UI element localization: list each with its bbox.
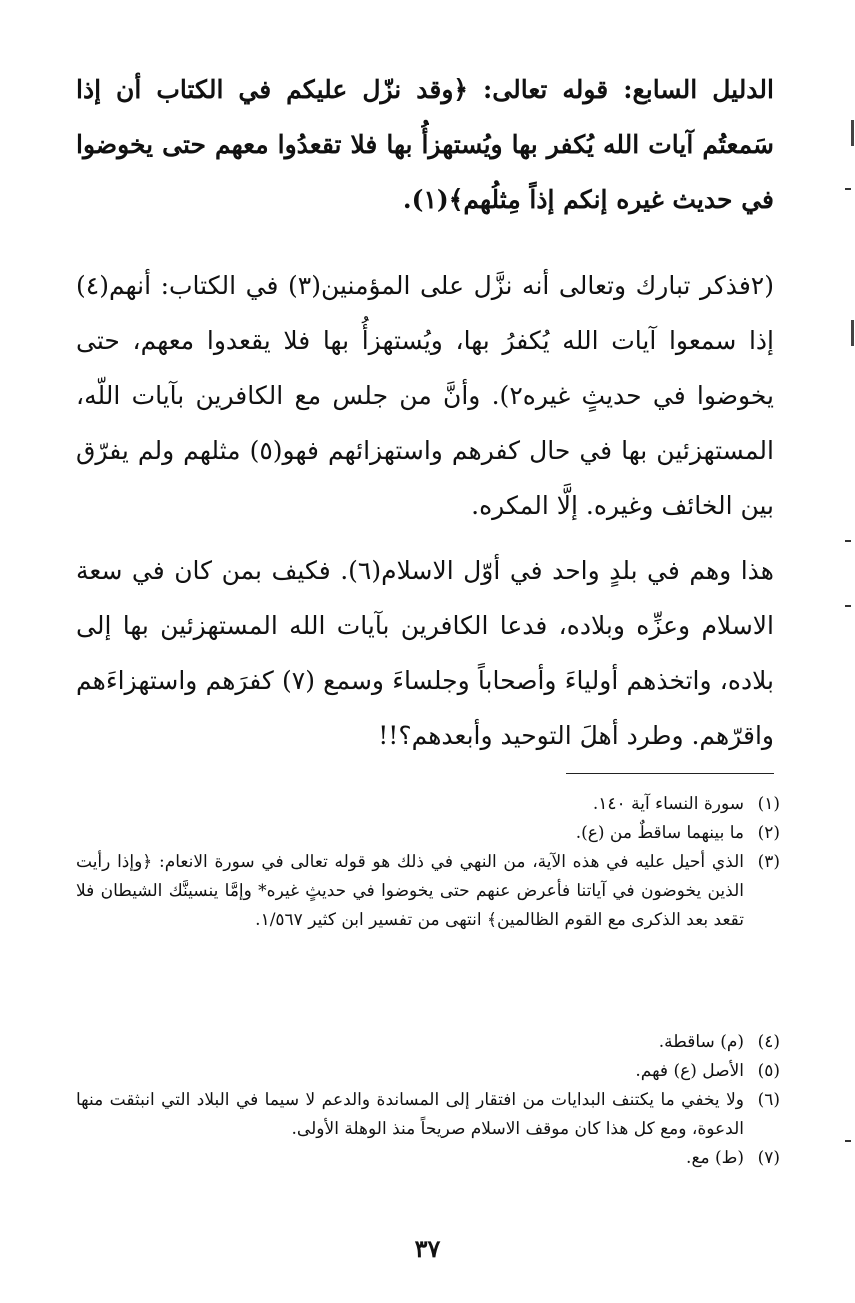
footnotes-list [76, 790, 780, 935]
footnote-text: الأصل (ع) فهم. [635, 1061, 744, 1081]
footnote-text: الذي أحيل عليه في هذه الآية، من النهي في ذلك هو قوله تعالى في سورة الانعام: ﴿وإذا رأيت الذين يخوضون في آياتنا فأعرض عنهم حتى يخوضوا في حديثٍ غيره* وإمَّا ينسينَّك الشيطان فلا تقعد بعد الذكرى مع القوم الظالمين﴾ انتهى من تفسير ابن كثير ١/٥٦٧. [76, 852, 744, 930]
footnote-number: (٣) [757, 852, 780, 872]
paragraph-explanation: (٢فذكر تبارك وتعالى أنه نزَّل على المؤمنين(٣) في الكتاب: أنهم(٤) إذا سمعوا آيات الله يُكفرُ بها، ويُستهزأُ بها فلا يقعدوا معهم، حتى يخوضوا في حديثٍ غيره٢). وأنَّ من جلس مع الكافرين بآيات اللّه، المستهزئين بها في حال كفرهم واستهزائهم فهو(٥) مثلهم ولم يفرّق بين الخائف وغيره. إلَّا المكره. [76, 271, 774, 520]
footnote-separator [566, 773, 774, 774]
page-number: ٣٧ [414, 1234, 441, 1263]
scan-edge-mark [851, 320, 854, 346]
footnote-number: (٢) [757, 823, 780, 843]
footnote-2 [76, 819, 780, 848]
footnote-text: (م) ساقطة. [658, 1032, 744, 1052]
margin-mark [845, 188, 851, 190]
margin-mark [845, 605, 851, 607]
footnote-text: ما بينهما ساقطٌ من (ع). [575, 823, 744, 843]
footnote-5 [76, 1057, 780, 1086]
scan-edge-mark [851, 120, 854, 146]
footnote-number: (٦) [757, 1090, 780, 1110]
footnote-text: سورة النساء آية ١٤٠. [592, 794, 744, 814]
footnote-3 [76, 848, 780, 935]
footnote-number: (٥) [757, 1061, 780, 1081]
footnote-text: (ط) مع. [686, 1148, 744, 1168]
footnote-number: (٧) [757, 1148, 780, 1168]
footnotes-list-continued [76, 1028, 780, 1173]
footnote-1 [76, 790, 780, 819]
margin-mark [845, 1140, 851, 1142]
footnote-text: ولا يخفي ما يكتنف البدايات من افتقار إلى المساندة والدعم لا سيما في البلاد التي انبثقت منها الدعوة، ومع كل هذا كان موقف الاسلام صريحاً منذ الوهلة الأولى. [76, 1090, 744, 1139]
footnote-number: (١) [757, 794, 780, 814]
footnote-4 [76, 1028, 780, 1057]
paragraph-seventh-evidence: الدليل السابع: قوله تعالى: ﴿وقد نزّل عليكم في الكتاب أن إذا سَمعتُم آيات الله يُكفر بها ويُستهزأُ بها فلا تقعدُوا معهم حتى يخوضوا في حديث غيره إنكم إذاً مِثلُهم﴾(١). [76, 75, 774, 214]
footnote-6 [76, 1086, 780, 1144]
footnote-number: (٤) [757, 1032, 780, 1052]
footnote-7 [76, 1144, 780, 1173]
margin-mark [845, 540, 851, 542]
paragraph-early-islam: هذا وهم في بلدٍ واحد في أوّل الاسلام(٦). فكيف بمن كان في سعة الاسلام وعزِّه وبلاده، فدعا الكافرين بآيات الله المستهزئين بها إلى بلاده، واتخذهم أولياءَ وأصحاباً وجلساءَ وسمع (٧) كفرَهم واستهزاءَهم واقرّهم. وطرد أهلَ التوحيد وأبعدهم؟!! [76, 556, 774, 750]
